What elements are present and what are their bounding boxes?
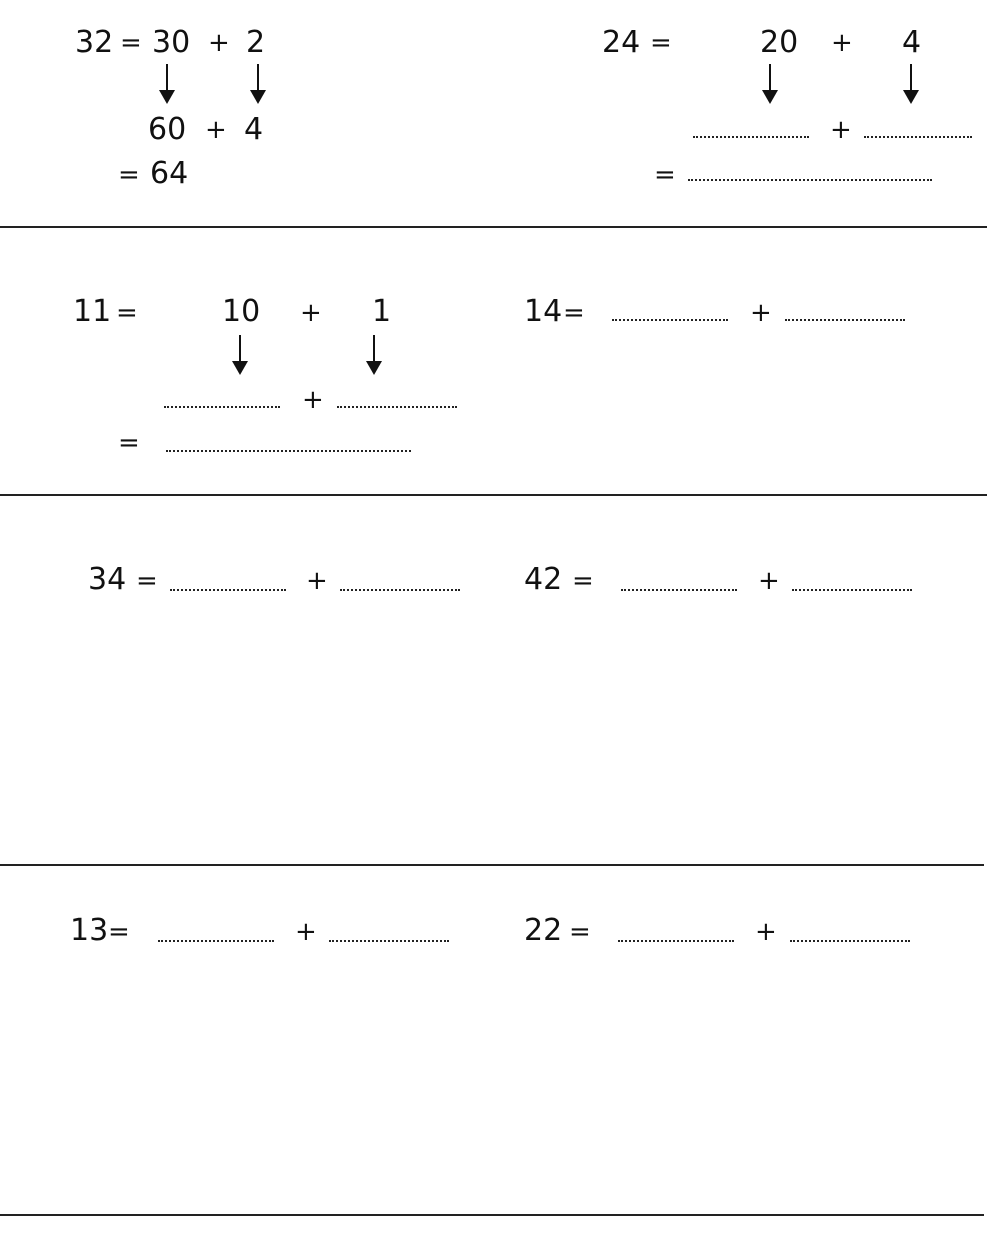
exercise-number: 14: [524, 294, 563, 329]
answer-blank-ones[interactable]: [790, 940, 910, 942]
exercise-tens: 10: [222, 294, 261, 329]
exercise-number: 22: [524, 913, 563, 948]
example-result: 64: [150, 156, 189, 191]
equals-sign: =: [118, 160, 140, 190]
plus-sign: +: [750, 298, 772, 328]
answer-blank-ones[interactable]: [329, 940, 449, 942]
answer-blank-ones[interactable]: [864, 136, 972, 138]
plus-sign: +: [302, 385, 324, 415]
answer-blank-tens[interactable]: [170, 589, 286, 591]
example-ones: 2: [246, 25, 266, 60]
exercise-number: 34: [88, 562, 127, 597]
plus-sign: +: [758, 566, 780, 596]
equals-sign: =: [572, 566, 594, 596]
section-divider: [0, 1214, 984, 1216]
plus-sign: +: [831, 28, 853, 58]
answer-blank-ones[interactable]: [337, 406, 457, 408]
plus-sign: +: [205, 115, 227, 145]
section-divider: [0, 494, 987, 496]
exercise-tens: 20: [760, 25, 799, 60]
down-arrow-icon: [157, 64, 177, 104]
down-arrow-icon: [901, 64, 921, 104]
answer-blank-tens[interactable]: [621, 589, 737, 591]
equals-sign: =: [118, 428, 140, 458]
plus-sign: +: [306, 566, 328, 596]
answer-blank-result[interactable]: [688, 179, 932, 181]
plus-sign: +: [755, 917, 777, 947]
exercise-number: 13: [70, 913, 109, 948]
answer-blank-tens[interactable]: [164, 406, 280, 408]
answer-blank-ones[interactable]: [340, 589, 460, 591]
answer-blank-result[interactable]: [166, 450, 411, 452]
exercise-number: 42: [524, 562, 563, 597]
down-arrow-icon: [364, 335, 384, 375]
answer-blank-tens[interactable]: [612, 319, 728, 321]
answer-blank-ones[interactable]: [792, 589, 912, 591]
answer-blank-tens[interactable]: [693, 136, 809, 138]
exercise-ones: 4: [902, 25, 922, 60]
example-number: 32: [75, 25, 114, 60]
equals-sign: =: [120, 28, 142, 58]
equals-sign: =: [136, 566, 158, 596]
exercise-number: 24: [602, 25, 641, 60]
plus-sign: +: [208, 28, 230, 58]
equals-sign: =: [569, 917, 591, 947]
example-tens: 30: [152, 25, 191, 60]
plus-sign: +: [295, 917, 317, 947]
exercise-number: 11: [73, 294, 112, 329]
section-divider: [0, 864, 984, 866]
down-arrow-icon: [760, 64, 780, 104]
plus-sign: +: [300, 298, 322, 328]
equals-sign: =: [654, 160, 676, 190]
answer-blank-tens[interactable]: [618, 940, 734, 942]
equals-sign: =: [650, 28, 672, 58]
equals-sign: =: [116, 298, 138, 328]
plus-sign: +: [830, 115, 852, 145]
down-arrow-icon: [248, 64, 268, 104]
down-arrow-icon: [230, 335, 250, 375]
exercise-ones: 1: [372, 294, 392, 329]
answer-blank-tens[interactable]: [158, 940, 274, 942]
example-doubled-tens: 60: [148, 112, 187, 147]
equals-sign: =: [563, 298, 585, 328]
answer-blank-ones[interactable]: [785, 319, 905, 321]
example-doubled-ones: 4: [244, 112, 264, 147]
section-divider: [0, 226, 987, 228]
equals-sign: =: [108, 917, 130, 947]
